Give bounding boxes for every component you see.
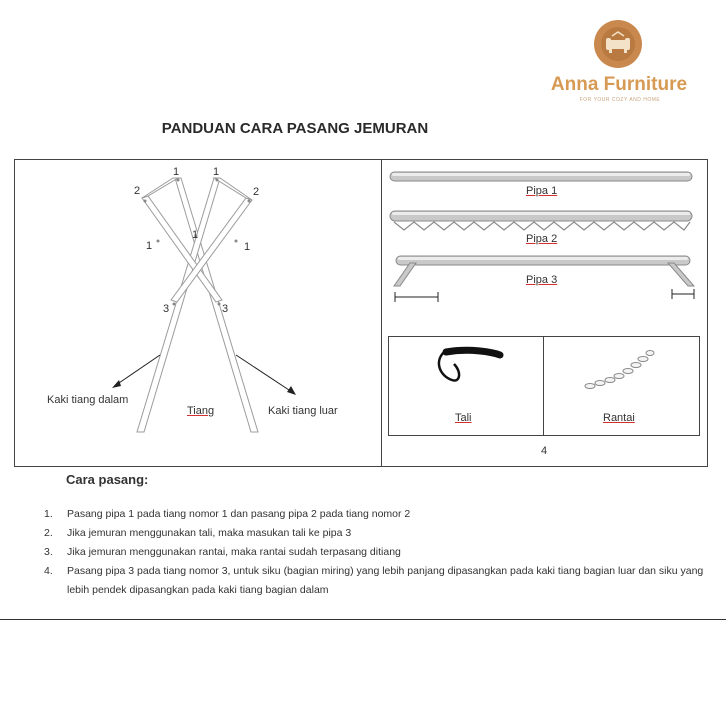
leg-number-2: 2 — [253, 186, 260, 198]
label-pipe-1: Pipa 1 — [526, 185, 558, 197]
brand-tagline: FOR YOUR COZY AND HOME — [579, 97, 661, 103]
step-number: 4. — [44, 565, 53, 577]
step-text: Jika jemuran menggunakan rantai, maka rantai sudah terpasang ditiang — [67, 546, 401, 558]
label-rope: Tali — [455, 412, 472, 424]
bottom-rule — [0, 619, 726, 620]
label-pipe-3: Pipa 3 — [526, 274, 558, 286]
leg-number-1: 1 — [146, 240, 153, 252]
label-pole: Tiang — [187, 405, 215, 417]
arm-right-top — [214, 178, 252, 200]
instructions-heading: Cara pasang: — [66, 472, 149, 487]
leg-number-2: 2 — [134, 185, 141, 197]
step-text: Jika jemuran menggunakan tali, maka masukan tali ke pipa 3 — [67, 527, 352, 539]
step-number: 2. — [44, 527, 53, 539]
label-chain: Rantai — [603, 412, 635, 424]
pipe-2-drawing — [390, 211, 692, 230]
instruction-step — [44, 543, 704, 562]
accessories-divider — [543, 336, 544, 436]
leg-left-to-right — [175, 178, 258, 432]
step-number: 3. — [44, 546, 53, 558]
accessories-box — [388, 336, 700, 436]
arm-left-top — [142, 178, 178, 198]
step-text: Pasang pipa 1 pada tiang nomor 1 dan pasang pipa 2 pada tiang nomor 2 — [67, 508, 411, 520]
instruction-step — [44, 505, 704, 524]
leg-number-3: 3 — [163, 303, 170, 315]
instruction-step — [44, 562, 704, 600]
instruction-step — [44, 524, 704, 543]
pipe-1-drawing — [390, 172, 692, 181]
leg-number-1: 1 — [213, 166, 220, 178]
brand-name: Anna Furniture — [550, 74, 688, 95]
instruction-list — [44, 505, 704, 600]
step-text: Pasang pipa 3 pada tiang nomor 3, untuk siku (bagian miring) yang lebih panjang dipasangkan pada kaki tiang bagian luar dan siku yang lebih pendek dipasangkan pada kaki tiang bagian dalam — [67, 565, 704, 596]
leg-number-1: 1 — [192, 229, 199, 241]
label-inner-leg: Kaki tiang dalam — [47, 394, 129, 406]
label-outer-leg: Kaki tiang luar — [268, 405, 338, 417]
label-pipe-2: Pipa 2 — [526, 233, 558, 245]
leg-number-1: 1 — [173, 166, 180, 178]
step-number: 1. — [44, 508, 53, 520]
leg-number-3: 3 — [222, 303, 229, 315]
leg-right-to-left — [137, 178, 220, 432]
page-title: PANDUAN CARA PASANG JEMURAN — [161, 120, 429, 137]
leg-number-1: 1 — [244, 241, 251, 253]
accessory-number: 4 — [541, 445, 548, 457]
